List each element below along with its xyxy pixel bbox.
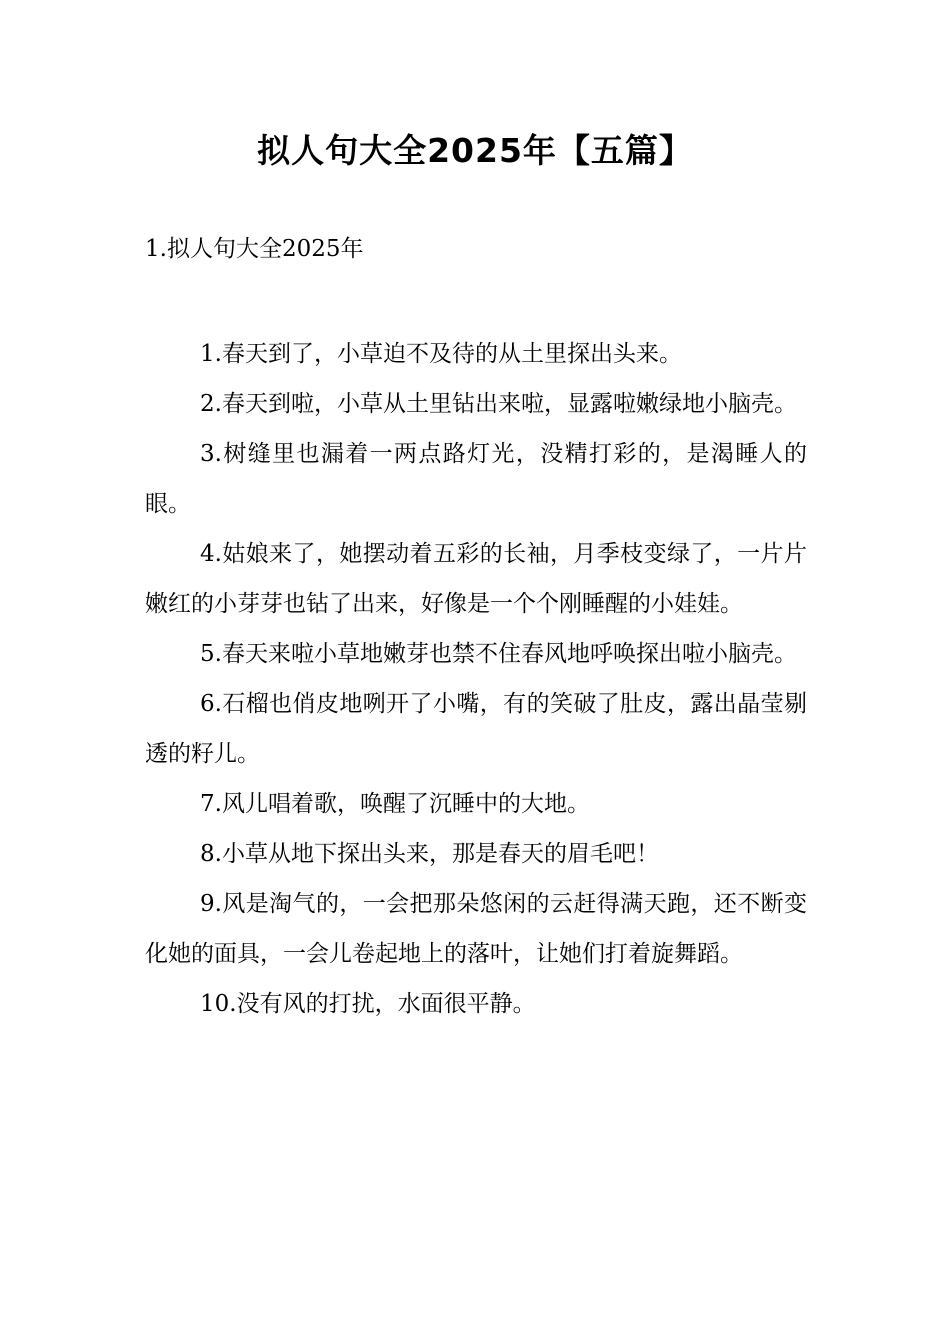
list-item: 10.没有风的打扰，水面很平静。 [200,991,536,1017]
list-item: 1.春天到了，小草迫不及待的从土里探出头来。 [200,341,682,367]
list-item: 7.风儿唱着歌，唤醒了沉睡中的大地。 [200,791,590,817]
list-item: 8.小草从地下探出头来，那是春天的眉毛吧！ [200,841,659,867]
list-item: 9.风是淘气的，一会把那朵悠闲的云赶得满天跑，还不断变化她的面具，一会儿卷起地上的落叶，让她们打着旋舞蹈。 [145,891,807,967]
document-title: 拟人句大全2025年【五篇】 [257,131,693,170]
section-heading: 1.拟人句大全2025年 [145,236,364,262]
list-item: 3.树缝里也漏着一两点路灯光，没精打彩的，是渴睡人的眼。 [145,441,807,517]
sentence-list [145,329,807,1029]
list-item: 6.石榴也俏皮地咧开了小嘴，有的笑破了肚皮，露出晶莹剔透的籽儿。 [145,691,807,767]
list-item: 4.姑娘来了，她摆动着五彩的长袖，月季枝变绿了，一片片嫩红的小芽芽也钻了出来，好像是一个个刚睡醒的小娃娃。 [145,541,807,617]
list-item: 5.春天来啦小草地嫩芽也禁不住春风地呼唤探出啦小脑壳。 [200,641,797,667]
list-item: 2.春天到啦，小草从土里钻出来啦，显露啦嫩绿地小脑壳。 [200,391,797,417]
